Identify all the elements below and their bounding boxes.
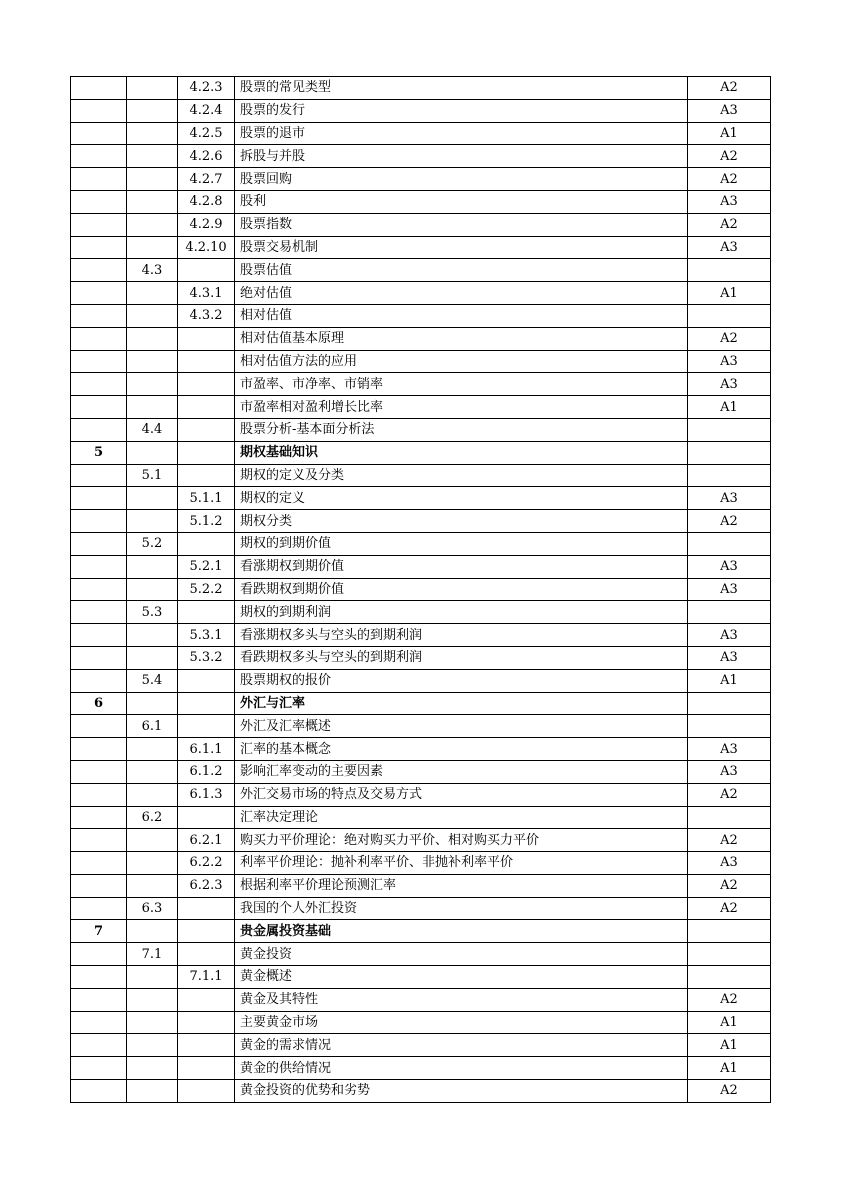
section-number-cell <box>127 168 178 191</box>
subsection-number-cell <box>178 327 235 350</box>
chapter-number-cell <box>71 464 127 487</box>
subsection-number-cell: 5.1.2 <box>178 510 235 533</box>
chapter-number-cell <box>71 624 127 647</box>
section-number-cell <box>127 510 178 533</box>
topic-cell: 股票交易机制 <box>235 236 688 259</box>
chapter-number-cell <box>71 510 127 533</box>
chapter-number-cell <box>71 373 127 396</box>
level-cell: A2 <box>688 874 771 897</box>
topic-cell: 期权分类 <box>235 510 688 533</box>
level-cell: A2 <box>688 145 771 168</box>
chapter-number-cell <box>71 646 127 669</box>
level-cell: A2 <box>688 897 771 920</box>
topic-cell: 股票的发行 <box>235 99 688 122</box>
table-row <box>71 396 771 419</box>
table-row <box>71 646 771 669</box>
level-cell: A2 <box>688 77 771 100</box>
section-number-cell <box>127 874 178 897</box>
section-number-cell <box>127 213 178 236</box>
section-number-cell <box>127 190 178 213</box>
level-cell: A2 <box>688 783 771 806</box>
level-cell: A2 <box>688 1080 771 1103</box>
section-number-cell: 7.1 <box>127 943 178 966</box>
chapter-number-cell <box>71 829 127 852</box>
level-cell <box>688 441 771 464</box>
chapter-number-cell <box>71 966 127 989</box>
topic-cell: 股票分析-基本面分析法 <box>235 418 688 441</box>
level-cell: A2 <box>688 213 771 236</box>
table-row <box>71 920 771 943</box>
chapter-number-cell <box>71 1011 127 1034</box>
level-cell: A1 <box>688 1011 771 1034</box>
section-number-cell <box>127 77 178 100</box>
subsection-number-cell <box>178 1011 235 1034</box>
chapter-number-cell <box>71 555 127 578</box>
chapter-number-cell <box>71 601 127 624</box>
level-cell: A2 <box>688 988 771 1011</box>
section-number-cell <box>127 327 178 350</box>
section-number-cell: 5.2 <box>127 532 178 555</box>
table-row <box>71 99 771 122</box>
subsection-number-cell: 6.2.1 <box>178 829 235 852</box>
topic-cell: 股票估值 <box>235 259 688 282</box>
chapter-number-cell <box>71 806 127 829</box>
section-number-cell: 6.2 <box>127 806 178 829</box>
table-row <box>71 874 771 897</box>
subsection-number-cell <box>178 373 235 396</box>
level-cell: A3 <box>688 760 771 783</box>
section-number-cell <box>127 1034 178 1057</box>
chapter-number-cell <box>71 168 127 191</box>
subsection-number-cell: 6.1.2 <box>178 760 235 783</box>
chapter-number-cell: 5 <box>71 441 127 464</box>
subsection-number-cell <box>178 601 235 624</box>
section-number-cell <box>127 1057 178 1080</box>
table-row <box>71 373 771 396</box>
subsection-number-cell <box>178 692 235 715</box>
table-row <box>71 943 771 966</box>
topic-cell: 汇率决定理论 <box>235 806 688 829</box>
table-row <box>71 578 771 601</box>
subsection-number-cell: 5.3.2 <box>178 646 235 669</box>
table-row <box>71 1080 771 1103</box>
level-cell <box>688 920 771 943</box>
topic-cell: 看跌期权到期价值 <box>235 578 688 601</box>
subsection-number-cell <box>178 1057 235 1080</box>
section-number-cell <box>127 441 178 464</box>
chapter-number-cell <box>71 327 127 350</box>
table-row <box>71 441 771 464</box>
table-row <box>71 783 771 806</box>
chapter-number-cell <box>71 783 127 806</box>
level-cell: A2 <box>688 327 771 350</box>
syllabus-table-body <box>71 77 771 1103</box>
level-cell: A3 <box>688 555 771 578</box>
table-row <box>71 122 771 145</box>
table-row <box>71 168 771 191</box>
topic-cell: 根据利率平价理论预测汇率 <box>235 874 688 897</box>
chapter-number-cell <box>71 77 127 100</box>
subsection-number-cell: 4.2.9 <box>178 213 235 236</box>
subsection-number-cell <box>178 396 235 419</box>
chapter-number-cell <box>71 943 127 966</box>
table-row <box>71 760 771 783</box>
level-cell: A2 <box>688 168 771 191</box>
subsection-number-cell: 5.2.2 <box>178 578 235 601</box>
chapter-number-cell <box>71 122 127 145</box>
subsection-number-cell: 5.2.1 <box>178 555 235 578</box>
topic-cell: 期权基础知识 <box>235 441 688 464</box>
topic-cell: 黄金及其特性 <box>235 988 688 1011</box>
subsection-number-cell: 4.2.10 <box>178 236 235 259</box>
table-row <box>71 897 771 920</box>
chapter-number-cell <box>71 259 127 282</box>
level-cell: A1 <box>688 669 771 692</box>
topic-cell: 外汇与汇率 <box>235 692 688 715</box>
section-number-cell: 4.3 <box>127 259 178 282</box>
level-cell: A1 <box>688 122 771 145</box>
section-number-cell: 6.3 <box>127 897 178 920</box>
subsection-number-cell <box>178 350 235 373</box>
level-cell: A2 <box>688 829 771 852</box>
topic-cell: 外汇交易市场的特点及交易方式 <box>235 783 688 806</box>
subsection-number-cell: 4.2.3 <box>178 77 235 100</box>
section-number-cell <box>127 282 178 305</box>
level-cell: A2 <box>688 510 771 533</box>
topic-cell: 看跌期权多头与空头的到期利润 <box>235 646 688 669</box>
topic-cell: 利率平价理论：抛补利率平价、非抛补利率平价 <box>235 852 688 875</box>
chapter-number-cell <box>71 1057 127 1080</box>
topic-cell: 股票的常见类型 <box>235 77 688 100</box>
subsection-number-cell: 4.3.2 <box>178 304 235 327</box>
section-number-cell: 6.1 <box>127 715 178 738</box>
level-cell <box>688 259 771 282</box>
topic-cell: 期权的定义 <box>235 487 688 510</box>
chapter-number-cell <box>71 988 127 1011</box>
subsection-number-cell <box>178 669 235 692</box>
section-number-cell <box>127 487 178 510</box>
syllabus-table <box>70 76 771 1103</box>
table-row <box>71 236 771 259</box>
level-cell: A1 <box>688 1057 771 1080</box>
topic-cell: 贵金属投资基础 <box>235 920 688 943</box>
table-row <box>71 1011 771 1034</box>
topic-cell: 我国的个人外汇投资 <box>235 897 688 920</box>
table-row <box>71 464 771 487</box>
chapter-number-cell <box>71 760 127 783</box>
table-row <box>71 213 771 236</box>
subsection-number-cell <box>178 715 235 738</box>
section-number-cell: 4.4 <box>127 418 178 441</box>
table-row <box>71 350 771 373</box>
level-cell: A3 <box>688 373 771 396</box>
subsection-number-cell: 6.2.2 <box>178 852 235 875</box>
section-number-cell <box>127 692 178 715</box>
topic-cell: 黄金投资 <box>235 943 688 966</box>
section-number-cell <box>127 555 178 578</box>
level-cell: A3 <box>688 99 771 122</box>
table-row <box>71 806 771 829</box>
section-number-cell <box>127 350 178 373</box>
subsection-number-cell: 4.2.6 <box>178 145 235 168</box>
table-row <box>71 532 771 555</box>
topic-cell: 黄金的供给情况 <box>235 1057 688 1080</box>
table-row <box>71 304 771 327</box>
topic-cell: 相对估值基本原理 <box>235 327 688 350</box>
topic-cell: 市盈率相对盈利增长比率 <box>235 396 688 419</box>
topic-cell: 股利 <box>235 190 688 213</box>
section-number-cell <box>127 122 178 145</box>
table-row <box>71 852 771 875</box>
topic-cell: 拆股与并股 <box>235 145 688 168</box>
table-row <box>71 829 771 852</box>
topic-cell: 期权的到期价值 <box>235 532 688 555</box>
section-number-cell: 5.3 <box>127 601 178 624</box>
table-row <box>71 487 771 510</box>
subsection-number-cell <box>178 920 235 943</box>
level-cell: A1 <box>688 396 771 419</box>
level-cell: A3 <box>688 578 771 601</box>
chapter-number-cell <box>71 213 127 236</box>
level-cell: A3 <box>688 646 771 669</box>
subsection-number-cell: 5.3.1 <box>178 624 235 647</box>
chapter-number-cell <box>71 852 127 875</box>
subsection-number-cell: 5.1.1 <box>178 487 235 510</box>
table-row <box>71 555 771 578</box>
level-cell <box>688 304 771 327</box>
section-number-cell <box>127 396 178 419</box>
subsection-number-cell <box>178 943 235 966</box>
level-cell: A1 <box>688 1034 771 1057</box>
topic-cell: 看涨期权多头与空头的到期利润 <box>235 624 688 647</box>
level-cell <box>688 418 771 441</box>
chapter-number-cell <box>71 1034 127 1057</box>
topic-cell: 期权的定义及分类 <box>235 464 688 487</box>
topic-cell: 相对估值 <box>235 304 688 327</box>
section-number-cell <box>127 373 178 396</box>
table-row <box>71 77 771 100</box>
chapter-number-cell <box>71 738 127 761</box>
topic-cell: 主要黄金市场 <box>235 1011 688 1034</box>
topic-cell: 期权的到期利润 <box>235 601 688 624</box>
topic-cell: 相对估值方法的应用 <box>235 350 688 373</box>
chapter-number-cell <box>71 532 127 555</box>
subsection-number-cell: 6.1.1 <box>178 738 235 761</box>
table-row <box>71 418 771 441</box>
chapter-number-cell <box>71 418 127 441</box>
topic-cell: 股票期权的报价 <box>235 669 688 692</box>
table-row <box>71 1057 771 1080</box>
subsection-number-cell <box>178 897 235 920</box>
chapter-number-cell <box>71 1080 127 1103</box>
table-row <box>71 669 771 692</box>
level-cell <box>688 715 771 738</box>
topic-cell: 黄金投资的优势和劣势 <box>235 1080 688 1103</box>
topic-cell: 股票的退市 <box>235 122 688 145</box>
section-number-cell <box>127 920 178 943</box>
subsection-number-cell <box>178 1080 235 1103</box>
chapter-number-cell <box>71 304 127 327</box>
section-number-cell <box>127 852 178 875</box>
section-number-cell <box>127 99 178 122</box>
level-cell <box>688 601 771 624</box>
subsection-number-cell <box>178 806 235 829</box>
topic-cell: 看涨期权到期价值 <box>235 555 688 578</box>
level-cell: A3 <box>688 624 771 647</box>
subsection-number-cell: 6.1.3 <box>178 783 235 806</box>
section-number-cell <box>127 760 178 783</box>
level-cell <box>688 692 771 715</box>
topic-cell: 影响汇率变动的主要因素 <box>235 760 688 783</box>
subsection-number-cell: 7.1.1 <box>178 966 235 989</box>
table-row <box>71 190 771 213</box>
chapter-number-cell <box>71 487 127 510</box>
level-cell: A1 <box>688 282 771 305</box>
section-number-cell <box>127 988 178 1011</box>
subsection-number-cell <box>178 418 235 441</box>
section-number-cell <box>127 304 178 327</box>
level-cell <box>688 532 771 555</box>
section-number-cell <box>127 145 178 168</box>
topic-cell: 黄金的需求情况 <box>235 1034 688 1057</box>
table-row <box>71 327 771 350</box>
subsection-number-cell: 4.2.7 <box>178 168 235 191</box>
chapter-number-cell <box>71 145 127 168</box>
chapter-number-cell <box>71 897 127 920</box>
chapter-number-cell <box>71 578 127 601</box>
level-cell: A3 <box>688 350 771 373</box>
subsection-number-cell <box>178 441 235 464</box>
section-number-cell <box>127 624 178 647</box>
subsection-number-cell: 4.3.1 <box>178 282 235 305</box>
topic-cell: 外汇及汇率概述 <box>235 715 688 738</box>
topic-cell: 购买力平价理论：绝对购买力平价、相对购买力平价 <box>235 829 688 852</box>
chapter-number-cell <box>71 190 127 213</box>
subsection-number-cell <box>178 464 235 487</box>
section-number-cell <box>127 578 178 601</box>
section-number-cell <box>127 783 178 806</box>
subsection-number-cell: 4.2.4 <box>178 99 235 122</box>
section-number-cell <box>127 738 178 761</box>
table-row <box>71 624 771 647</box>
section-number-cell <box>127 646 178 669</box>
table-row <box>71 510 771 533</box>
topic-cell: 股票回购 <box>235 168 688 191</box>
level-cell <box>688 464 771 487</box>
chapter-number-cell <box>71 396 127 419</box>
section-number-cell: 5.4 <box>127 669 178 692</box>
level-cell: A3 <box>688 487 771 510</box>
level-cell: A3 <box>688 738 771 761</box>
table-row <box>71 966 771 989</box>
chapter-number-cell <box>71 350 127 373</box>
table-row <box>71 601 771 624</box>
topic-cell: 汇率的基本概念 <box>235 738 688 761</box>
chapter-number-cell <box>71 715 127 738</box>
chapter-number-cell: 7 <box>71 920 127 943</box>
subsection-number-cell <box>178 1034 235 1057</box>
subsection-number-cell: 4.2.5 <box>178 122 235 145</box>
level-cell: A3 <box>688 852 771 875</box>
table-row <box>71 259 771 282</box>
table-row <box>71 145 771 168</box>
subsection-number-cell <box>178 988 235 1011</box>
topic-cell: 黄金概述 <box>235 966 688 989</box>
section-number-cell: 5.1 <box>127 464 178 487</box>
subsection-number-cell: 6.2.3 <box>178 874 235 897</box>
chapter-number-cell <box>71 874 127 897</box>
section-number-cell <box>127 236 178 259</box>
level-cell: A3 <box>688 236 771 259</box>
table-row <box>71 715 771 738</box>
section-number-cell <box>127 966 178 989</box>
level-cell <box>688 806 771 829</box>
section-number-cell <box>127 1080 178 1103</box>
table-row <box>71 282 771 305</box>
chapter-number-cell <box>71 99 127 122</box>
topic-cell: 市盈率、市净率、市销率 <box>235 373 688 396</box>
level-cell: A3 <box>688 190 771 213</box>
table-row <box>71 738 771 761</box>
level-cell <box>688 943 771 966</box>
level-cell <box>688 966 771 989</box>
table-row <box>71 1034 771 1057</box>
topic-cell: 绝对估值 <box>235 282 688 305</box>
section-number-cell <box>127 1011 178 1034</box>
subsection-number-cell <box>178 532 235 555</box>
topic-cell: 股票指数 <box>235 213 688 236</box>
chapter-number-cell <box>71 282 127 305</box>
table-row <box>71 988 771 1011</box>
subsection-number-cell: 4.2.8 <box>178 190 235 213</box>
section-number-cell <box>127 829 178 852</box>
table-row <box>71 692 771 715</box>
chapter-number-cell <box>71 669 127 692</box>
subsection-number-cell <box>178 259 235 282</box>
chapter-number-cell <box>71 236 127 259</box>
chapter-number-cell: 6 <box>71 692 127 715</box>
